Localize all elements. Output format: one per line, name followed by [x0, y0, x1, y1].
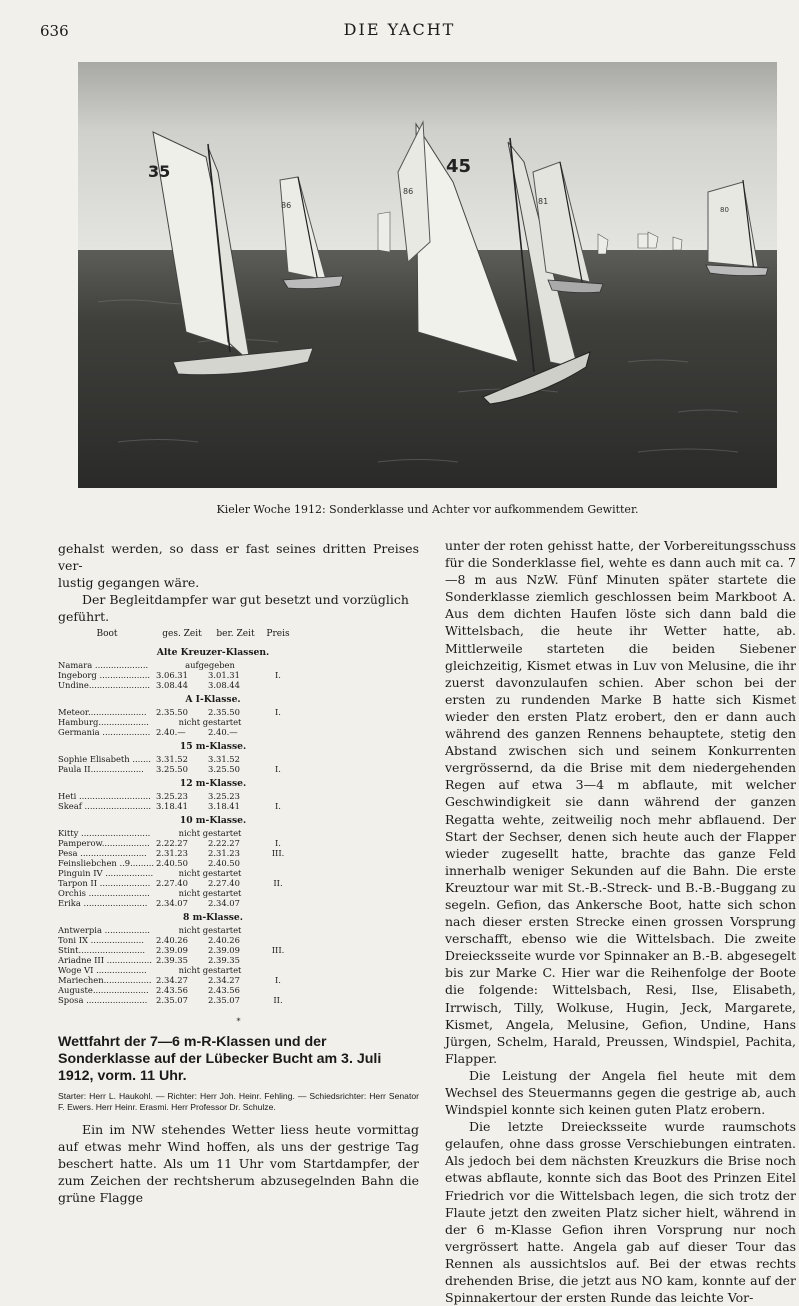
elapsed-time: 3.31.52: [156, 754, 188, 764]
elapsed-time: 2.40.50: [156, 858, 188, 868]
running-title: DIE YACHT: [343, 20, 456, 39]
results-header: [58, 627, 368, 643]
body-paragraph: Ein im NW stehendes Wetter liess heute vormittag auf etwas mehr Wind hoffen, als uns der gestrige Tag beschert hatte. Als um 11 Uhr vom Startdampfer, der zum Zeichen der rechtsherum abzusegelnden Bahn die grüne Flagge: [58, 1122, 419, 1205]
elapsed-time: 2.34.27: [156, 975, 188, 985]
prize: [263, 858, 293, 868]
result-row: [58, 955, 368, 965]
result-row: [58, 868, 368, 878]
status-note: nicht gestartet: [178, 888, 242, 898]
prize: [263, 680, 293, 690]
boat-name: Pamperow..................: [58, 838, 150, 848]
boat-name: Sposa .......................: [58, 995, 148, 1005]
elapsed-time: 2.39.09: [156, 945, 188, 955]
result-row: [58, 838, 368, 848]
result-row: [58, 727, 368, 737]
corrected-time: 3.31.52: [208, 754, 240, 764]
status-note: nicht gestartet: [178, 925, 242, 935]
result-row: [58, 848, 368, 858]
elapsed-time: 3.08.44: [156, 680, 188, 690]
corrected-time: 3.25.50: [208, 764, 240, 774]
result-row: [58, 680, 368, 690]
result-row: [58, 754, 368, 764]
prize: I.: [275, 707, 281, 717]
boat-name: Namara ....................: [58, 660, 149, 670]
prize: III.: [271, 848, 285, 858]
result-row: [58, 858, 368, 868]
corrected-time: 2.22.27: [208, 838, 240, 848]
prize: I.: [275, 764, 281, 774]
results-table: [58, 627, 368, 1005]
corrected-time: 2.43.56: [208, 985, 240, 995]
result-row: [58, 935, 368, 945]
elapsed-time: 3.18.41: [156, 801, 188, 811]
prize: [263, 898, 293, 908]
boat-name: Stint.........................: [58, 945, 146, 955]
section-heading: Wettfahrt der 7—6 m-R-Klassen und der Sonderklasse auf der Lübecker Bucht am 3. Juli 1912, vorm. 11 Uhr.: [58, 1034, 382, 1084]
corrected-time: 2.27.40: [208, 878, 240, 888]
intro-line: Der Begleitdampfer war gut besetzt und vorzüglich: [82, 592, 409, 607]
intro-line: lustig gegangen wäre.: [58, 575, 200, 590]
elapsed-time: 2.35.50: [156, 707, 188, 717]
svg-text:86: 86: [403, 187, 414, 196]
right-column: [445, 537, 796, 1306]
status-note: nicht gestartet: [178, 717, 242, 727]
corrected-time: 2.31.23: [208, 848, 240, 858]
boat-name: Erika ........................: [58, 898, 148, 908]
corrected-time: 2.35.50: [208, 707, 240, 717]
class-heading: 8 m-Klasse.: [183, 912, 243, 923]
svg-text:80: 80: [720, 206, 729, 214]
page-number: 636: [40, 22, 69, 40]
elapsed-time: 2.22.27: [156, 838, 188, 848]
boat-name: Hamburg...................: [58, 717, 149, 727]
boat-name: Auguste.....................: [58, 985, 149, 995]
prize: [263, 955, 293, 965]
corrected-time: 3.18.41: [208, 801, 240, 811]
prize: [263, 754, 293, 764]
boat-name: Mariechen..................: [58, 975, 152, 985]
corrected-time: 2.40.—: [208, 727, 238, 737]
prize: I.: [275, 801, 281, 811]
boat-name: Germania ..................: [58, 727, 151, 737]
corrected-time: 3.25.23: [208, 791, 240, 801]
status-note: aufgegeben: [185, 660, 235, 670]
result-row: [58, 764, 368, 774]
boat-name: Pesa .........................: [58, 848, 147, 858]
prize: I.: [275, 838, 281, 848]
boat-name: Toni IX ....................: [58, 935, 144, 945]
corrected-time: 3.08.44: [208, 680, 240, 690]
boat-name: Paula II....................: [58, 764, 144, 774]
status-note: nicht gestartet: [178, 828, 242, 838]
status-note: nicht gestartet: [178, 868, 242, 878]
result-row: [58, 801, 368, 811]
prize: I.: [275, 670, 281, 680]
elapsed-time: 3.25.23: [156, 791, 188, 801]
prize: II.: [273, 878, 283, 888]
corrected-time: 2.39.35: [208, 955, 240, 965]
boat-name: Sophie Elisabeth .......: [58, 754, 151, 764]
result-row: [58, 898, 368, 908]
boat-name: Antwerpia .................: [58, 925, 150, 935]
prize: [263, 935, 293, 945]
elapsed-time: 2.31.23: [156, 848, 188, 858]
intro-line: gehalst werden, so dass er fast seines dritten Preises ver-: [58, 541, 419, 573]
corrected-time: 2.40.26: [208, 935, 240, 945]
boat-name: Woge VI ...................: [58, 965, 147, 975]
boat-name: Undine.......................: [58, 680, 151, 690]
boat-name: Heti ...........................: [58, 791, 151, 801]
elapsed-time: 3.06.31: [156, 670, 188, 680]
body-paragraph: Die Leistung der Angela fiel heute mit dem Wechsel des Steuermanns gegen die gestrige ab, auch Windspiel konnte sich keinen guten Platz erobern.: [445, 1067, 796, 1118]
boat-name: Skeaf .........................: [58, 801, 152, 811]
elapsed-time: 3.25.50: [156, 764, 188, 774]
result-row: [58, 660, 368, 670]
photo-caption: Kieler Woche 1912: Sonderklasse und Achter vor aufkommendem Gewitter.: [216, 503, 639, 516]
boat-name: Ingeborg ...................: [58, 670, 151, 680]
class-heading: Alte Kreuzer-Klassen.: [156, 647, 270, 658]
result-row: [58, 791, 368, 801]
svg-text:86: 86: [281, 201, 292, 210]
prize: III.: [271, 945, 285, 955]
elapsed-time: 2.34.07: [156, 898, 188, 908]
result-row: [58, 670, 368, 680]
result-row: [58, 828, 368, 838]
result-row: [58, 985, 368, 995]
elapsed-time: 2.39.35: [156, 955, 188, 965]
result-row: [58, 995, 368, 1005]
body-paragraph: unter der roten gehisst hatte, der Vorbereitungsschuss für die Sonderklasse fiel, wehte es dann auch mit ca. 7—8 m aus NzW. Fünf Minuten später startete die Sonderklasse ziemlich geschlossen beim Markboot A. Aus dem dichten Haufen löste sich dann bald die Wittelsbach, die heute ihr Wetter hatte, ab. Mittlerweile starteten die beiden Siebener gleichzeitig, Kismet etwas in Luv von Melusine, die ihr zuerst davonzulaufen schien. Aber schon bei der ersten zu rundenden Marke B hatte sich Kismet wieder den ersten Platz erobert, den er dann auch während des ganzen Rennens behauptete, stetig den Abstand zwischen sich und seinem Konkurrenten vergrössernd, da die Brise mit dem niedergehenden Regen auf etwa 3—4 m abflaute, mit welcher Geschwindigkeit sie dann während der ganzen Regatta wehte, zeitweilig noch mehr abflauend. Der Start der Sechser, denen sich heute auch der Flapper wieder zugesellt hatte, brachte das ganze Feld innerhalb weniger Sekunden auf die Bahn. Die erste Kreuztour war mit St.-B.-Streck- und B.-B.-Buggang zu segeln. Gefion, das Ankersche Boot, hatte sich schon nach dieser ersten Strecke einen grossen Vorsprung verschafft, ebenso wie die Wittelsbach. Die zweite Dreiecksseite wurde vor Spinnaker an B.-B. abgesegelt bis zur Marke C. Hier war die Reihenfolge der Boote die folgende: Wittelsbach, Resi, Ilse, Elisabeth, Irrwisch, Tilly, Wolkuse, Hugin, Jeck, Margarete, Kismet, Angela, Melusine, Gefion, Undine, Hans Jürgen, Schelm, Harald, Preussen, Windspiel, Pachita, Flapper.: [445, 538, 796, 1066]
header-boot: Boot: [96, 629, 118, 639]
elapsed-time: 2.43.56: [156, 985, 188, 995]
corrected-time: 2.40.50: [208, 858, 240, 868]
prize: I.: [275, 975, 281, 985]
prize: II.: [273, 995, 283, 1005]
boat-name: Meteor......................: [58, 707, 147, 717]
svg-text:81: 81: [538, 197, 549, 206]
result-row: [58, 878, 368, 888]
class-heading: 12 m-Klasse.: [179, 778, 247, 789]
elapsed-time: 2.40.26: [156, 935, 188, 945]
corrected-time: 2.34.07: [208, 898, 240, 908]
intro-line: geführt.: [58, 609, 110, 624]
class-heading: A I-Klasse.: [185, 694, 241, 705]
header-ges-zeit: ges. Zeit: [162, 629, 202, 639]
officials-line: Starter: Herr L. Haukohl. — Richter: Herr Joh. Heinr. Fehling. — Schiedsrichter: Herr Senator F. Ewers. Herr Heinr. Erasmi. Herr Professor Dr. Schulze.: [58, 1091, 419, 1112]
section-separator: *: [236, 1017, 241, 1026]
boat-name: Tarpon II ...................: [58, 878, 151, 888]
svg-text:45: 45: [446, 156, 472, 177]
prize: [263, 791, 293, 801]
boat-name: Feinsliebchen ..9.........: [58, 858, 155, 868]
corrected-time: 2.39.09: [208, 945, 240, 955]
class-heading: 15 m-Klasse.: [179, 741, 247, 752]
result-row: [58, 975, 368, 985]
boat-name: Orchis .......................: [58, 888, 150, 898]
result-row: [58, 965, 368, 975]
elapsed-time: 2.40.—: [156, 727, 186, 737]
left-column: [58, 540, 419, 1206]
result-row: [58, 707, 368, 717]
svg-text:35: 35: [148, 162, 171, 181]
elapsed-time: 2.27.40: [156, 878, 188, 888]
corrected-time: 2.35.07: [208, 995, 240, 1005]
corrected-time: 3.01.31: [208, 670, 240, 680]
boat-name: Ariadne III .................: [58, 955, 152, 965]
body-paragraph: Die letzte Dreiecksseite wurde raumschots gelaufen, ohne dass grosse Verschiebungen eintraten. Als jedoch bei dem nächsten Kreuzkurs die Brise noch etwas abflaute, konnte sich das Boot des Prinzen Eitel Friedrich vor die Wittelsbach legen, die sich trotz der Flaute jetzt den zweiten Platz sicher hielt, während in der 6 m-Klasse Gefion ihren Vorsprung nur noch vergrössert hatte. Angela gab auf dieser Tour das Rennen als aussichtslos auf. Bei der etwas rechts drehenden Brise, die jetzt aus NO kam, konnte auf der Spinnakertour der ersten Runde das leichte Vor-: [445, 1119, 796, 1306]
result-row: [58, 945, 368, 955]
prize: [263, 727, 293, 737]
boat-name: Pinguin IV ..................: [58, 868, 154, 878]
prize: [263, 985, 293, 995]
header-ber-zeit: ber. Zeit: [216, 629, 255, 639]
result-row: [58, 888, 368, 898]
header-preis: Preis: [266, 629, 290, 639]
result-row: [58, 925, 368, 935]
corrected-time: 2.34.27: [208, 975, 240, 985]
status-note: nicht gestartet: [178, 965, 242, 975]
boat-name: Kitty ..........................: [58, 828, 151, 838]
result-row: [58, 717, 368, 727]
elapsed-time: 2.35.07: [156, 995, 188, 1005]
class-heading: 10 m-Klasse.: [179, 815, 247, 826]
regatta-photo: [78, 62, 777, 488]
